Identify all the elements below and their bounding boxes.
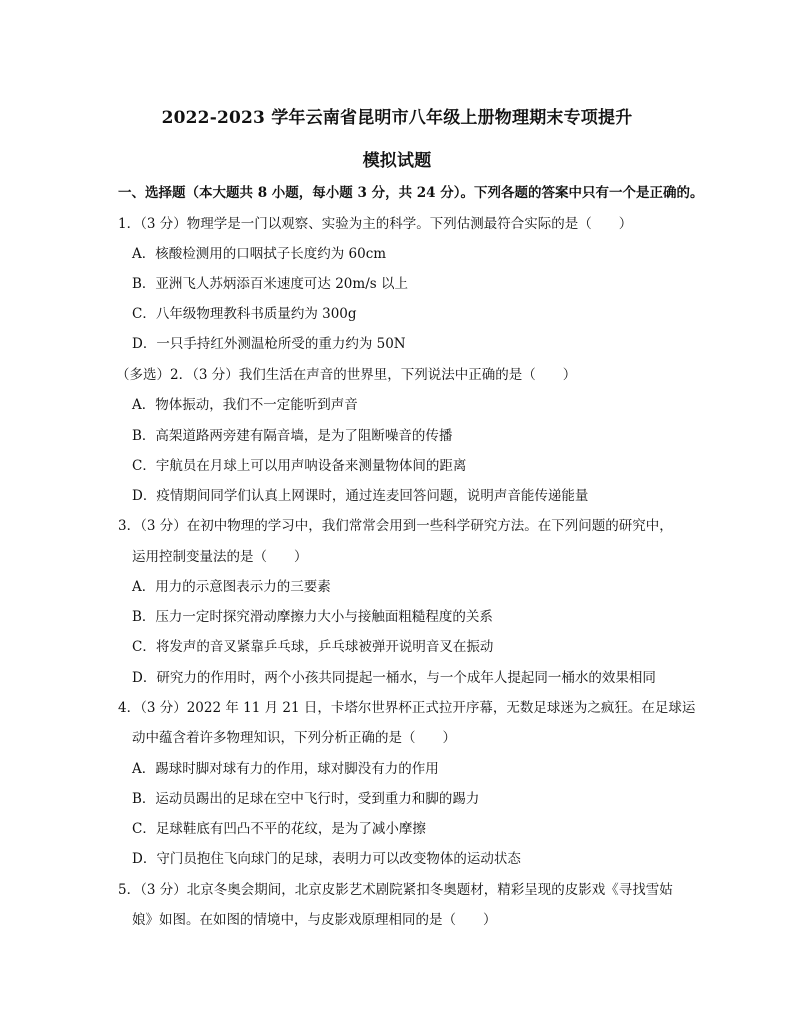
question-2-option-d: D．疫情期间同学们认真上网课时，通过连麦回答问题，说明声音能传递能量 [132,488,589,504]
question-3-option-d: D．研究力的作用时，两个小孩共同提起一桶水，与一个成年人提起同一桶水的效果相同 [132,670,656,686]
document-title: 2022-2023 学年云南省昆明市八年级上册物理期末专项提升 [161,108,633,128]
document-subtitle: 模拟试题 [362,151,432,171]
question-4-option-a: A．踢球时脚对球有力的作用，球对脚没有力的作用 [132,761,439,777]
question-4-stem: 4．（3 分）2022 年 11 月 21 日，卡塔尔世界杯正式拉开序幕，无数足球迷为之疯狂。在足球运 [118,700,696,716]
question-1-option-a: A．核酸检测用的口咽拭子长度约为 60cm [132,246,387,262]
question-2-option-c: C．宇航员在月球上可以用声呐设备来测量物体间的距离 [132,458,467,474]
question-1-option-c: C．八年级物理教科书质量约为 300g [132,306,357,322]
question-1-option-d: D．一只手持红外测温枪所受的重力约为 50N [132,336,406,352]
question-4-stem-continued: 动中蕴含着许多物理知识，下列分析正确的是（ ） [132,730,456,746]
question-4-option-b: B．运动员踢出的足球在空中飞行时，受到重力和脚的踢力 [132,791,480,807]
question-4-option-c: C．足球鞋底有凹凸不平的花纹，是为了减小摩擦 [132,821,426,837]
section-heading: 一、选择题（本大题共 8 小题，每小题 3 分，共 24 分）。下列各题的答案中只有一个是正确的。 [118,185,704,201]
question-5-stem: 5．（3 分）北京冬奥会期间，北京皮影艺术剧院紧扣冬奥题材，精彩呈现的皮影戏《寻找雪姑 [118,882,673,898]
question-2-option-b: B．高架道路两旁建有隔音墙，是为了阻断噪音的传播 [132,428,453,444]
question-3-option-c: C．将发声的音叉紧靠乒乓球，乒乓球被弹开说明音叉在振动 [132,639,494,655]
question-2-option-a: A．物体振动，我们不一定能听到声音 [132,397,358,413]
question-1-stem: 1．（3 分）物理学是一门以观察、实验为主的科学。下列估测最符合实际的是（ ） [118,216,633,232]
question-3-stem: 3．（3 分）在初中物理的学习中，我们常常会用到一些科学研究方法。在下列问题的研究中， [118,518,673,534]
question-2-stem: （多选）2．（3 分）我们生活在声音的世界里，下列说法中正确的是（ ） [116,367,577,383]
question-3-option-b: B．压力一定时探究滑动摩擦力大小与接触面粗糙程度的关系 [132,609,493,625]
question-5-stem-continued: 娘》如图。在如图的情境中，与皮影戏原理相同的是（ ） [132,912,497,928]
question-3-option-a: A．用力的示意图表示力的三要素 [132,579,331,595]
question-1-option-b: B．亚洲飞人苏炳添百米速度可达 20m/s 以上 [132,276,408,292]
question-4-option-d: D．守门员抱住飞向球门的足球，表明力可以改变物体的运动状态 [132,851,521,867]
question-3-stem-continued: 运用控制变量法的是（ ） [132,549,308,565]
